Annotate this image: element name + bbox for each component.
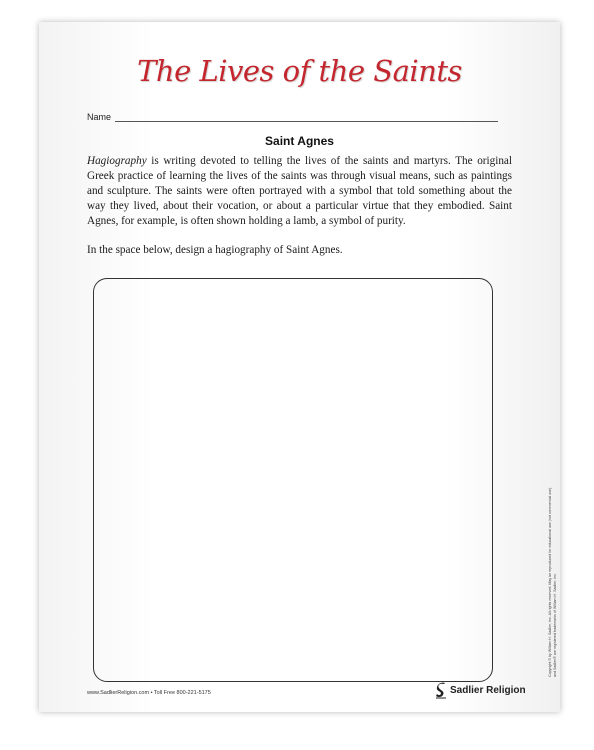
drawing-area[interactable] bbox=[93, 278, 493, 682]
footer-contact: www.SadlierReligion.com • Toll Free 800-221-5175 bbox=[87, 690, 211, 696]
intro-text: is writing devoted to telling the lives of the saints and martyrs. The original Greek practice of learning the lives of the saints was through visual means, such as paintings and sculpture. The saints were often portrayed with a symbol that told something about the way they lived, about their vocation, or about a particular virtue that they embodied. Saint Agnes, for example, is often shown holding a lamb, a symbol of purity. bbox=[87, 155, 512, 228]
worksheet-page bbox=[39, 22, 560, 712]
copyright-line-1: Copyright © by William H. Sadlier, Inc. All rights reserved. May be reproduced for educational use (not commercial use). bbox=[548, 486, 552, 677]
instruction-text: In the space below, design a hagiography of Saint Agnes. bbox=[87, 244, 343, 256]
copyright-line-2: and Sadlier® are registered trademarks of William H. Sadlier, Inc. bbox=[553, 573, 557, 677]
name-line[interactable] bbox=[115, 111, 498, 122]
section-heading: Saint Agnes bbox=[265, 134, 334, 148]
intro-term: Hagiography bbox=[87, 155, 147, 167]
name-field-row bbox=[87, 108, 498, 122]
sadlier-s-icon bbox=[435, 682, 447, 699]
intro-paragraph bbox=[87, 154, 512, 229]
copyright-notice bbox=[548, 487, 558, 677]
brand-name: Sadlier Religion bbox=[450, 685, 526, 696]
sadlier-logo bbox=[435, 682, 526, 699]
worksheet-title: The Lives of the Saints bbox=[137, 54, 462, 88]
name-label: Name bbox=[87, 112, 112, 122]
